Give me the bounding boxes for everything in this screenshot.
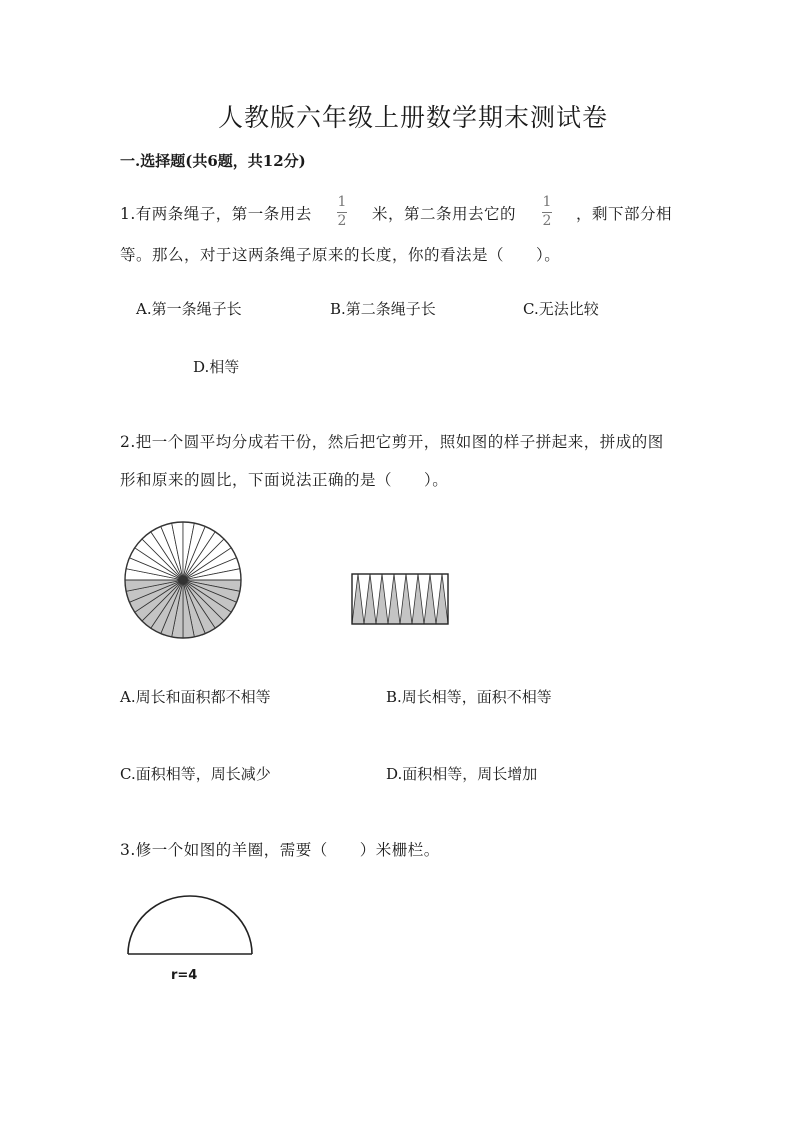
q1-text-part1: 1.有两条绳子，第一条用去 xyxy=(120,205,312,223)
q1-fraction-1-numerator: 1 xyxy=(337,194,347,210)
q1-text-part3: ，剩下部分相 xyxy=(576,205,673,223)
q1-option-c[interactable]: C.无法比较 xyxy=(523,300,599,318)
rectangle-shaded-sector xyxy=(424,574,436,624)
q1-option-b[interactable]: B.第二条绳子长 xyxy=(330,300,436,318)
semicircle-arc xyxy=(128,896,252,954)
rectangle-shaded-sector xyxy=(376,574,388,624)
q1-text-line2: 等。那么，对于这两条绳子原来的长度，你的看法是（ ）。 xyxy=(120,246,561,264)
q1-fraction-2-numerator: 1 xyxy=(542,194,552,210)
q1-fraction-1-denominator: 2 xyxy=(337,213,347,229)
q2-text-line1: 2.把一个圆平均分成若干份，然后把它剪开，照如图的样子拼起来，拼成的图 xyxy=(120,433,664,451)
q2-option-d[interactable]: D.面积相等，周长增加 xyxy=(386,765,538,783)
rectangle-shaded-sector xyxy=(352,574,364,624)
q2-option-a[interactable]: A.周长和面积都不相等 xyxy=(120,688,271,706)
semicircle-radius-label: r=4 xyxy=(171,968,198,983)
q1-fraction-2-denominator: 2 xyxy=(542,213,552,229)
q1-fraction-2 xyxy=(542,196,552,228)
q1-text-part2: 米，第二条用去它的 xyxy=(372,205,517,223)
section-heading: 一.选择题(共6题，共12分) xyxy=(120,152,306,170)
q1-option-d[interactable]: D.相等 xyxy=(193,358,240,376)
q1-option-a[interactable]: A.第一条绳子长 xyxy=(136,300,242,318)
q2-option-c[interactable]: C.面积相等，周长减少 xyxy=(120,765,271,783)
rectangle-shaded-sector xyxy=(412,574,424,624)
rearranged-rectangle-figure xyxy=(350,572,454,628)
q3-text-line1: 3.修一个如图的羊圈，需要（ ）米栅栏。 xyxy=(120,841,440,859)
rectangle-shaded-sector xyxy=(436,574,448,624)
rectangle-shaded-sector xyxy=(364,574,376,624)
q1-fraction-1 xyxy=(337,196,347,228)
rectangle-shaded-sector xyxy=(388,574,400,624)
q2-option-b[interactable]: B.周长相等，面积不相等 xyxy=(386,688,552,706)
divided-circle-figure xyxy=(123,520,243,640)
q2-text-line2: 形和原来的圆比，下面说法正确的是（ ）。 xyxy=(120,471,449,489)
rectangle-shaded-sector xyxy=(400,574,412,624)
page-title: 人教版六年级上册数学期末测试卷 xyxy=(218,103,609,132)
